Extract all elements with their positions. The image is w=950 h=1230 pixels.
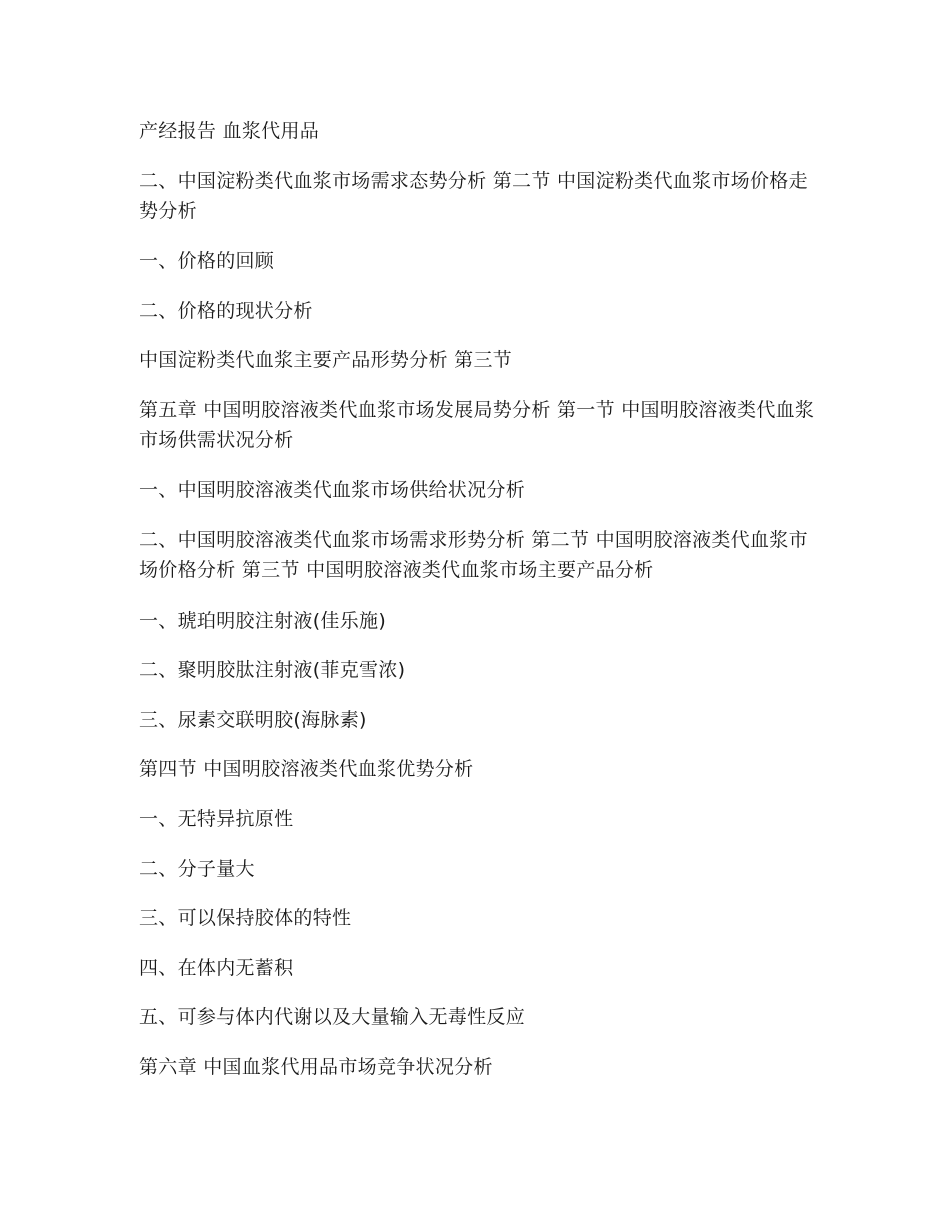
chapter-heading: 第六章 中国血浆代用品市场竞争状况分析 [139,1056,493,1078]
text-line: 三、尿素交联明胶(海脉素) [139,709,367,731]
section-heading: 中国淀粉类代血浆主要产品形势分析 第三节 [139,349,513,371]
text-line: 一、价格的回顾 [139,250,275,272]
chapter-heading: 第五章 中国明胶溶液类代血浆市场发展局势分析 第一节 中国明胶溶液类代血浆市场供需状况分析 [139,399,815,451]
text-line: 五、可参与体内代谢以及大量输入无毒性反应 [139,1006,526,1028]
section-heading: 第四节 中国明胶溶液类代血浆优势分析 [139,758,474,780]
text-line: 二、中国明胶溶液类代血浆市场需求形势分析 第二节 中国明胶溶液类代血浆市场价格分析 第三节 中国明胶溶液类代血浆市场主要产品分析 [139,529,808,581]
text-line: 二、中国淀粉类代血浆市场需求态势分析 第二节 中国淀粉类代血浆市场价格走势分析 [139,170,808,222]
text-line: 一、中国明胶溶液类代血浆市场供给状况分析 [139,479,526,501]
header-line: 产经报告 血浆代用品 [139,120,320,142]
text-line: 三、可以保持胶体的特性 [139,907,352,929]
text-line: 四、在体内无蓄积 [139,957,294,979]
text-line: 一、琥珀明胶注射液(佳乐施) [139,610,387,632]
text-line: 二、分子量大 [139,858,255,880]
text-line: 二、价格的现状分析 [139,300,313,322]
text-line: 一、无特异抗原性 [139,808,294,830]
text-line: 二、聚明胶肽注射液(菲克雪浓) [139,659,406,681]
